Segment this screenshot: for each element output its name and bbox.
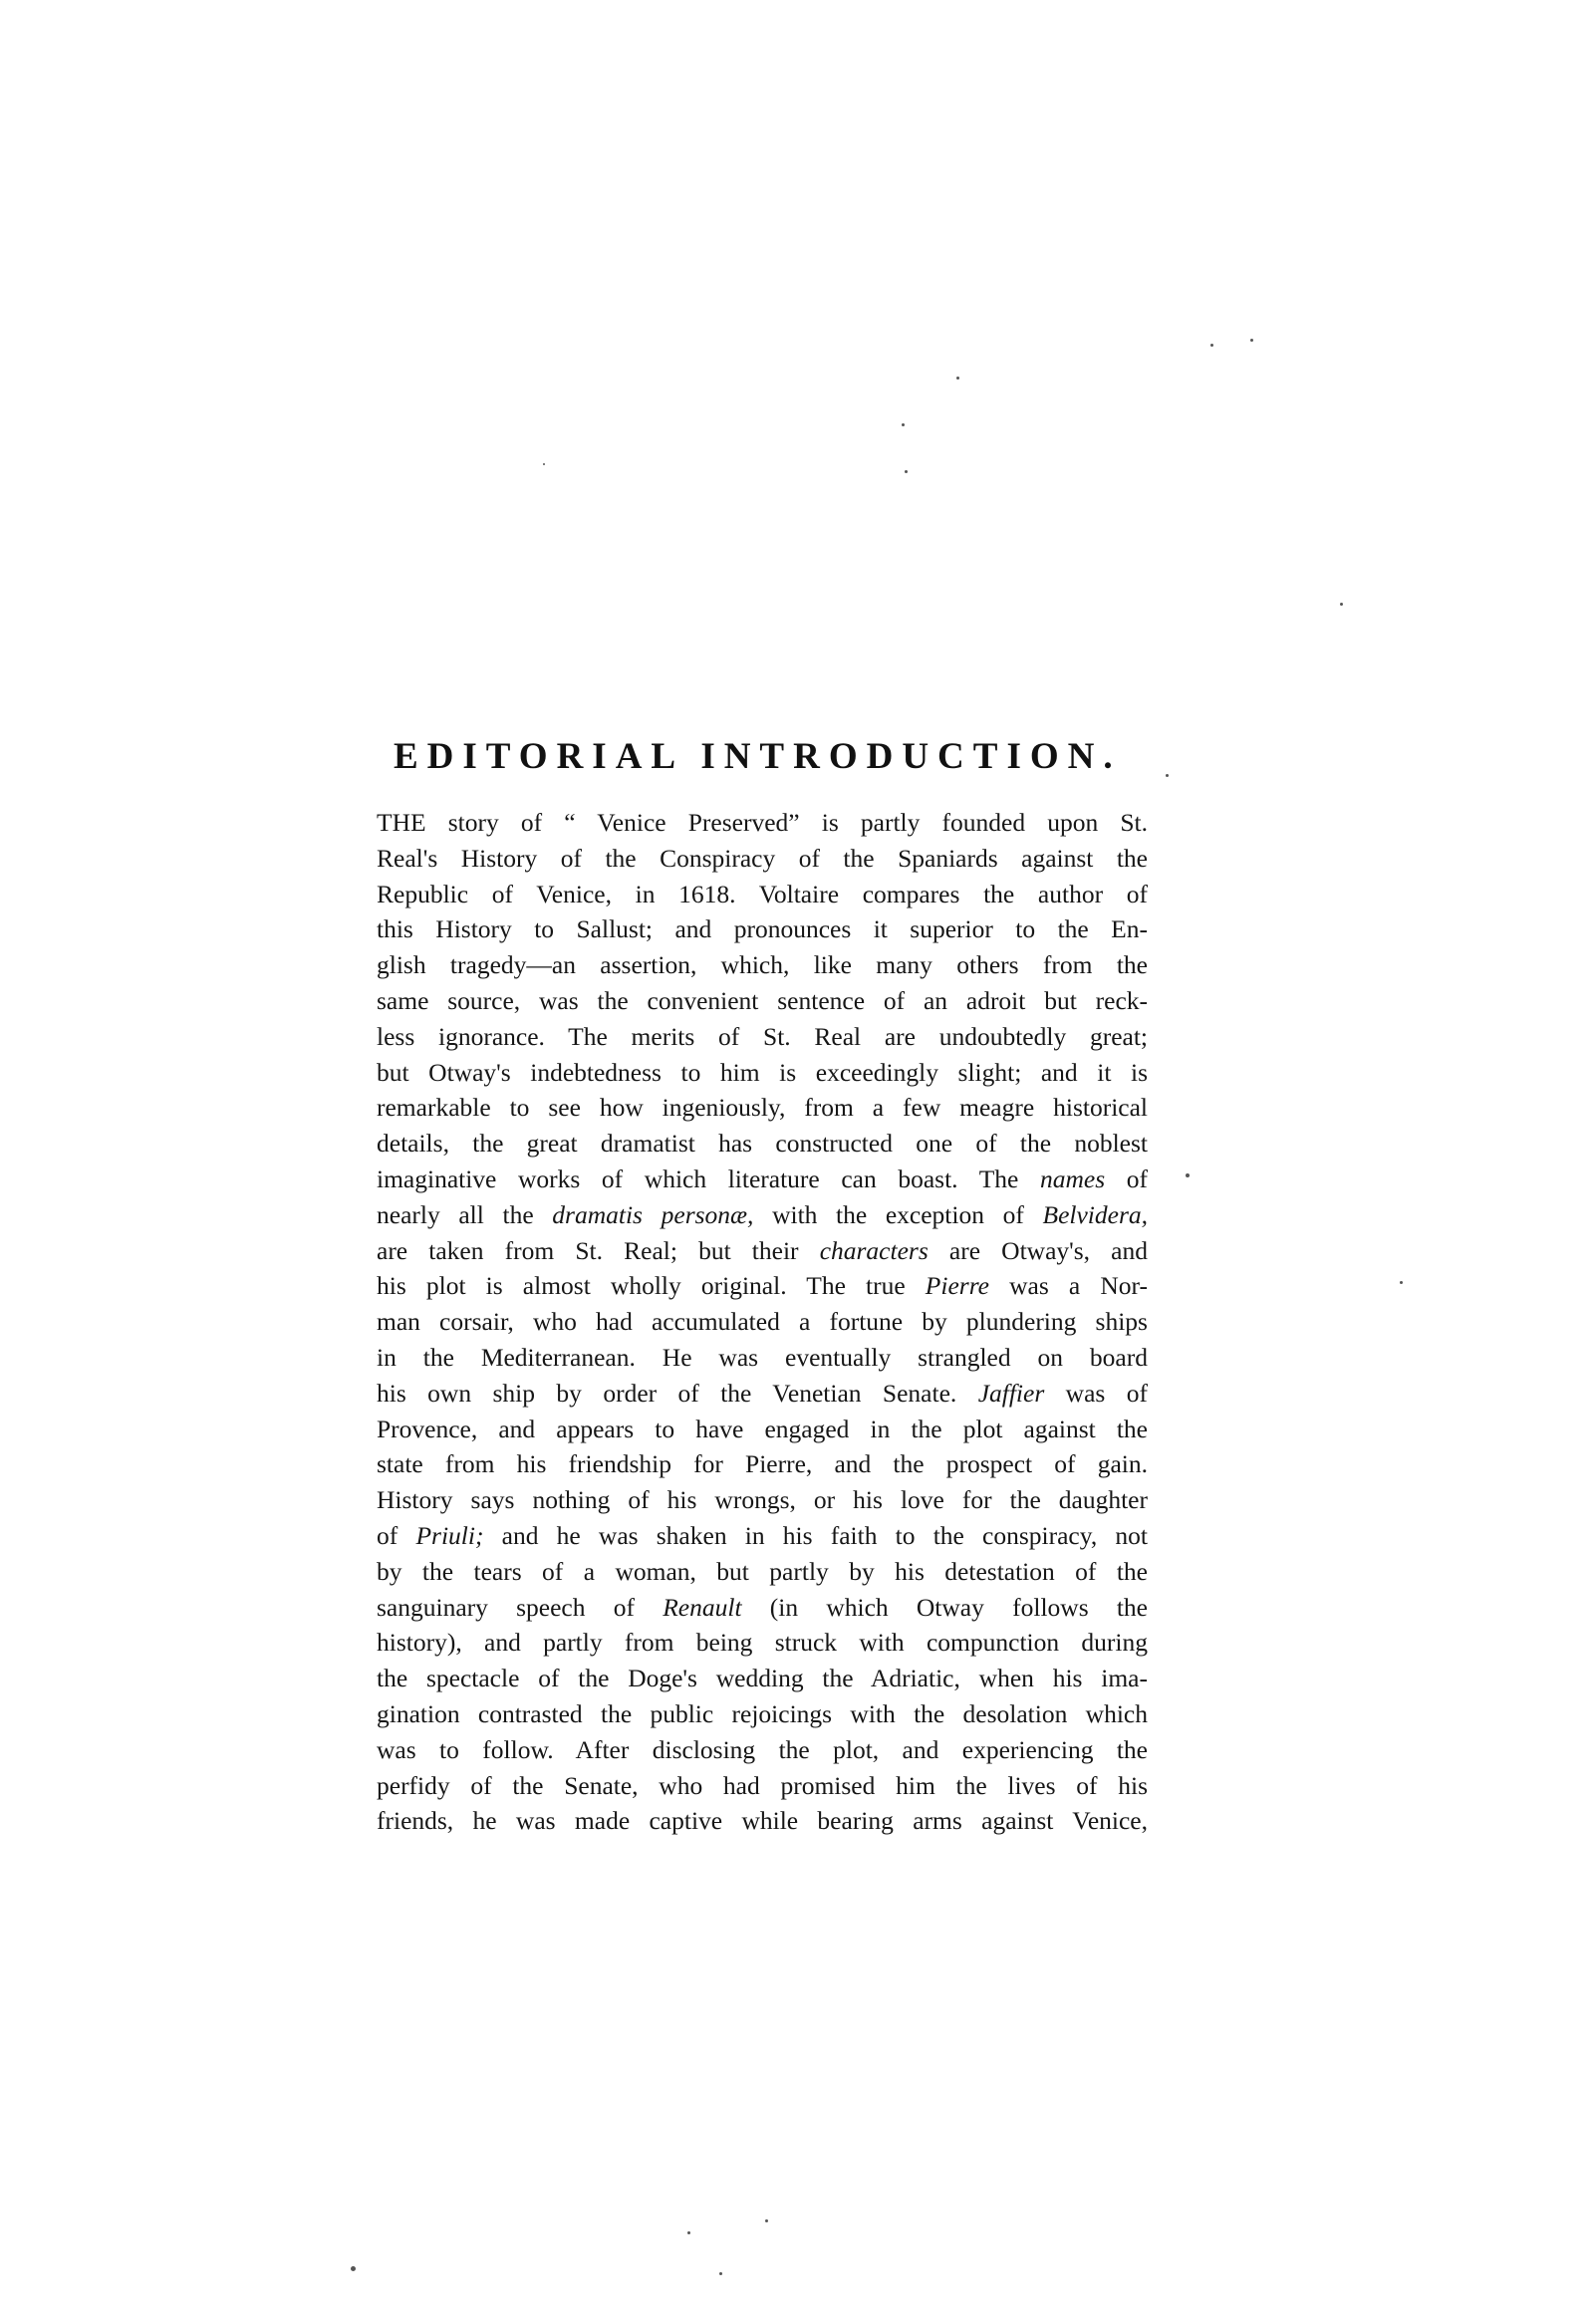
scan-speck [956,377,959,380]
scan-speck [543,463,545,465]
text-run: remarkable to see how ingeniously, from a few meagre historical [377,1093,1148,1123]
text-run: in the Mediterranean. He was eventually strangled on board [377,1342,1148,1372]
text-line [377,1268,1148,1304]
text-run: same source, was the convenient sentence of an adroit but reck- [377,985,1148,1015]
text-run: this History to Sallust; and pronounces it superior to the En- [377,914,1148,944]
text-run: of [377,1520,416,1550]
text-run: Real's History of the Conspiracy of the Spaniards against the [377,843,1148,873]
italic-text: characters [819,1235,929,1265]
text-run: are taken from St. Real; but their [377,1235,820,1265]
scan-speck [719,2272,722,2275]
text-line [377,1233,1148,1269]
text-line [377,911,1148,947]
text-line [377,1340,1148,1376]
text-line [377,1376,1148,1412]
text-line [377,1126,1148,1162]
italic-text: Pierre [925,1271,989,1301]
text-run: by the tears of a woman, but partly by his detestation of the [377,1556,1148,1586]
italic-text: names [1039,1163,1106,1193]
scan-speck [1340,603,1343,606]
text-run: glish tragedy—an assertion, which, like many others from the [377,950,1148,980]
text-run: sanguinary speech of [377,1592,664,1622]
text-line [377,805,1148,841]
text-run: Provence, and appears to have engaged in the plot against the [377,1414,1148,1443]
text-line [377,1412,1148,1447]
text-run: THE story of “ Venice Preserved” is partly founded upon St. [377,808,1148,837]
text-run: perfidy of the Senate, who had promised him the lives of his [377,1770,1148,1800]
text-line [377,1019,1148,1055]
text-run: history), and partly from being struck with compunction during [377,1628,1148,1658]
page-heading: EDITORIAL INTRODUCTION. [394,736,1122,777]
text-line [377,841,1148,877]
text-run: History says nothing of his wrongs, or his love for the daughter [377,1485,1148,1515]
scan-speck [902,423,905,426]
text-line [377,1197,1148,1233]
text-run: his own ship by order of the Venetian Senate. [377,1378,978,1408]
text-line [377,1732,1148,1768]
italic-text: dramatis personæ, [552,1199,754,1229]
scan-speck [765,2219,768,2222]
text-line [377,947,1148,983]
text-line [377,1162,1148,1197]
text-run: nearly all the [377,1199,553,1229]
scan-speck [1210,344,1213,347]
text-line [377,1518,1148,1554]
text-line [377,1625,1148,1661]
italic-text: Belvidera, [1042,1199,1148,1229]
text-line [377,1803,1148,1839]
italic-text: Priuli; [415,1520,484,1550]
scan-speck [1186,1173,1190,1177]
scan-speck [351,2266,356,2271]
italic-text: Renault [663,1592,742,1622]
text-run: was a Nor- [989,1271,1148,1301]
text-run: man corsair, who had accumulated a fortune by plundering ships [377,1307,1148,1337]
text-run: (in which Otway follows the [741,1592,1148,1622]
text-run: but Otway's indebtedness to him is exceedingly slight; and it is [377,1057,1148,1087]
text-run: was to follow. After disclosing the plot, and experiencing the [377,1734,1148,1764]
scan-speck [687,2231,690,2234]
text-run: details, the great dramatist has constructed one of the noblest [377,1129,1148,1159]
text-run: and he was shaken in his faith to the conspiracy, not [483,1520,1148,1550]
body-paragraph [377,805,1148,1839]
text-run: Republic of Venice, in 1618. Voltaire compares the author of [377,879,1148,908]
text-run: imaginative works of which literature can boast. The [377,1163,1040,1193]
text-line [377,983,1148,1019]
text-line [377,1590,1148,1626]
scan-speck [1400,1281,1403,1284]
scan-speck [1250,339,1253,342]
text-run: state from his friendship for Pierre, and the prospect of gain. [377,1449,1148,1479]
text-run: are Otway's, and [928,1235,1148,1265]
text-run: less ignorance. The merits of St. Real are undoubtedly great; [377,1021,1148,1051]
italic-text: Jaffier [977,1378,1045,1408]
text-line [377,877,1148,912]
text-run: was of [1044,1378,1148,1408]
text-line [377,1055,1148,1091]
text-line [377,1768,1148,1804]
text-line [377,1696,1148,1732]
text-run: his plot is almost wholly original. The true [377,1271,926,1301]
text-run: with the exception of [753,1199,1043,1229]
text-line [377,1554,1148,1590]
text-run: of [1105,1163,1148,1193]
text-run: gination contrasted the public rejoicings with the desolation which [377,1698,1148,1728]
text-line [377,1661,1148,1696]
text-line [377,1482,1148,1518]
text-line [377,1090,1148,1126]
text-run: friends, he was made captive while bearing arms against Venice, [377,1806,1148,1836]
text-run: the spectacle of the Doge's wedding the Adriatic, when his ima- [377,1664,1148,1693]
text-line [377,1304,1148,1340]
scan-speck [905,470,908,473]
scan-speck [1166,774,1169,777]
text-line [377,1446,1148,1482]
